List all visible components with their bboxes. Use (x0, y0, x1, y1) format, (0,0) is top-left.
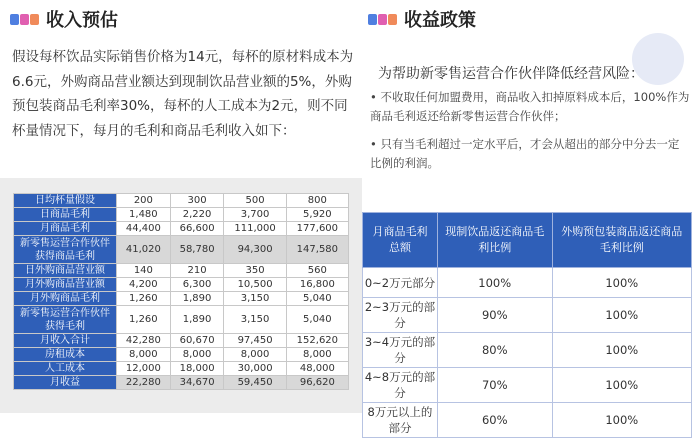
row-label: 月外购商品营业额 (14, 278, 117, 292)
table-cell: 80% (437, 333, 552, 368)
policy-bullet: • 不收取任何加盟费用，商品收入扣掉原料成本后，100%作为商品毛利返还给新零售运营合作伙伴； (370, 90, 690, 123)
table-cell: 1,260 (117, 292, 171, 306)
table-cell: 10,500 (224, 278, 286, 292)
table-cell: 8万元以上的部分 (363, 403, 438, 438)
row-label: 月收益 (14, 376, 117, 390)
table-cell: 2~3万元的部分 (363, 298, 438, 333)
table-cell: 177,600 (286, 222, 348, 236)
table-cell: 560 (286, 264, 348, 278)
table-row (14, 194, 349, 208)
table-cell: 41,020 (117, 236, 171, 264)
brand-logo-icon (10, 14, 40, 25)
table-cell: 1,480 (117, 208, 171, 222)
policy-bullet-list (370, 88, 690, 182)
table-row (14, 236, 349, 264)
table-cell: 147,580 (286, 236, 348, 264)
table-row (14, 208, 349, 222)
table-cell: 34,670 (170, 376, 224, 390)
table-cell: 3~4万元的部分 (363, 333, 438, 368)
table-cell: 5,040 (286, 292, 348, 306)
table-row (14, 362, 349, 376)
table-row (363, 368, 692, 403)
table-cell: 500 (224, 194, 286, 208)
table-cell: 8,000 (117, 348, 171, 362)
table-cell: 60% (437, 403, 552, 438)
table-cell: 100% (552, 368, 691, 403)
table-cell: 42,280 (117, 334, 171, 348)
row-label: 月商品毛利 (14, 222, 117, 236)
section-title: 收益政策 (404, 10, 476, 31)
row-label: 新零售运营合作伙伴获得毛利 (14, 306, 117, 334)
table-cell: 5,040 (286, 306, 348, 334)
row-label: 人工成本 (14, 362, 117, 376)
table-cell: 22,280 (117, 376, 171, 390)
table-row (363, 403, 692, 438)
table-row (14, 334, 349, 348)
brand-logo-icon (368, 14, 398, 25)
table-cell: 100% (437, 268, 552, 298)
table-cell: 300 (170, 194, 224, 208)
row-label: 月收入合计 (14, 334, 117, 348)
table-cell: 97,450 (224, 334, 286, 348)
revenue-policy-table (362, 212, 692, 438)
table-row (14, 348, 349, 362)
table-cell: 30,000 (224, 362, 286, 376)
table-cell: 210 (170, 264, 224, 278)
table-cell: 2,220 (170, 208, 224, 222)
income-assumption-paragraph: 假设每杯饮品实际销售价格为14元，每杯的原材料成本为6.6元，外购商品营业额达到现制饮品营业额的5%，外购预包装商品毛利率30%，每杯的人工成本为2元，则不同杯量情况下，每月的毛利和商品毛利收入如下： (12, 49, 354, 139)
table-row (14, 278, 349, 292)
table-cell: 111,000 (224, 222, 286, 236)
table-cell: 3,150 (224, 306, 286, 334)
table-cell: 94,300 (224, 236, 286, 264)
table-cell: 59,450 (224, 376, 286, 390)
row-label: 日均杯量假设 (14, 194, 117, 208)
table-row (363, 298, 692, 333)
table-cell: 1,260 (117, 306, 171, 334)
table-cell: 58,780 (170, 236, 224, 264)
row-label: 新零售运营合作伙伴获得商品毛利 (14, 236, 117, 264)
table-cell: 3,700 (224, 208, 286, 222)
table-cell: 100% (552, 268, 691, 298)
table-cell: 8,000 (170, 348, 224, 362)
table-cell: 44,400 (117, 222, 171, 236)
table-row (363, 333, 692, 368)
table-cell: 350 (224, 264, 286, 278)
row-label: 房租成本 (14, 348, 117, 362)
row-label: 日商品毛利 (14, 208, 117, 222)
header-revenue-policy (368, 6, 476, 32)
column-header: 外购预包装商品返还商品毛利比例 (552, 213, 691, 268)
header-income-estimate (10, 6, 118, 32)
table-cell: 6,300 (170, 278, 224, 292)
table-cell: 4~8万元的部分 (363, 368, 438, 403)
table-cell: 800 (286, 194, 348, 208)
table-cell: 140 (117, 264, 171, 278)
income-estimate-table (13, 193, 349, 390)
table-cell: 60,670 (170, 334, 224, 348)
policy-intro: 为帮助新零售运营合作伙伴降低经营风险： (378, 66, 644, 82)
table-cell: 8,000 (286, 348, 348, 362)
policy-bullet: • 只有当毛利超过一定水平后，才会从超出的部分中分去一定比例的利润。 (370, 137, 680, 170)
table-cell: 48,000 (286, 362, 348, 376)
table-cell: 5,920 (286, 208, 348, 222)
table-cell: 16,800 (286, 278, 348, 292)
table-cell: 0~2万元部分 (363, 268, 438, 298)
table-row (14, 376, 349, 390)
column-header: 现制饮品返还商品毛利比例 (437, 213, 552, 268)
table-cell: 12,000 (117, 362, 171, 376)
table-cell: 96,620 (286, 376, 348, 390)
table-cell: 100% (552, 298, 691, 333)
section-title: 收入预估 (46, 10, 118, 31)
table-cell: 1,890 (170, 306, 224, 334)
table-cell: 152,620 (286, 334, 348, 348)
table-row (14, 264, 349, 278)
table-cell: 4,200 (117, 278, 171, 292)
table-cell: 8,000 (224, 348, 286, 362)
table-cell: 66,600 (170, 222, 224, 236)
table-cell: 1,890 (170, 292, 224, 306)
table-row (14, 222, 349, 236)
table-cell: 3,150 (224, 292, 286, 306)
row-label: 月外购商品毛利 (14, 292, 117, 306)
table-row (14, 292, 349, 306)
table-cell: 18,000 (170, 362, 224, 376)
table-cell: 100% (552, 333, 691, 368)
table-cell: 100% (552, 403, 691, 438)
table-row (14, 306, 349, 334)
table-cell: 70% (437, 368, 552, 403)
table-cell: 90% (437, 298, 552, 333)
row-label: 日外购商品营业额 (14, 264, 117, 278)
table-row (363, 268, 692, 298)
column-header: 月商品毛利总额 (363, 213, 438, 268)
table-cell: 200 (117, 194, 171, 208)
